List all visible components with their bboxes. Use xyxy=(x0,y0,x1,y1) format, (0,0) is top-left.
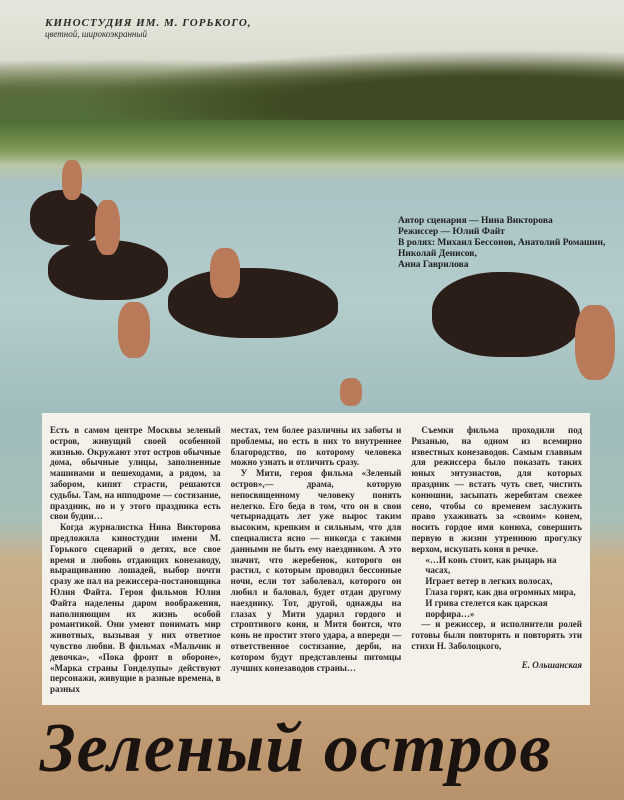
credit-line: Анна Гаврилова xyxy=(398,260,469,270)
horse xyxy=(432,272,580,357)
credit-line: Автор сценария — Нина Викторова xyxy=(398,216,553,226)
paragraph: Когда журналистка Нина Викторова предложила киностудии имени М. Горького сценарий о детях, все свое время и любовь отдающих конезаводу, выращиванию лошадей, выбор почти сразу же пал на режиссера-постановщика Юлия Файта. Героя фильмов Юлия Файта наделены даром воображения, наполняющим их жизнь особой романтикой. Они умеют понимать мир животных, вызывая у них ответное чувство любви. В фильмах «Мальчик и девочка», «Пока фронт в обороне», «Марка страны Гонделупы» действуют персонажи, живущие в разные времена, в разных xyxy=(50,522,221,695)
article-column-3 xyxy=(411,425,582,695)
child-rider xyxy=(95,200,120,255)
tree-line xyxy=(0,40,624,120)
child-rider xyxy=(62,160,82,200)
poem-line: Играет ветер в легких волосах, xyxy=(425,576,553,587)
poem-line: Глаза горят, как два огромных мира, xyxy=(425,586,576,597)
article-area xyxy=(42,413,590,789)
child-swimmer xyxy=(340,378,362,406)
page-title: Зеленый остров xyxy=(40,709,552,787)
author-signature: Е. Ольшанская xyxy=(521,659,582,670)
credit-line: В ролях: Михаил Бессонов, Анатолий Ромашин, Николай Денисов, xyxy=(398,238,606,259)
paragraph: Съемки фильма проходили под Рязанью, на одном из всемирно известных конезаводов. Самым главным для режиссера было показать таких юных энтузиастов, для которых праздник — встать чуть свет, чистить конюшни, засыпать жеребятам свежее сено, чтобы со временем заслужить право ухаживать за «своим» конем, носить гордое имя конюха, совершить первую в жизни утреннюю прогулку верхом, искупать коня в речке. xyxy=(411,425,582,554)
horse xyxy=(30,190,100,245)
credit-line: Режиссер — Юлий Файт xyxy=(398,227,505,237)
article-text-box xyxy=(42,413,590,705)
paragraph: местах, тем более различны их заботы и проблемы, но есть в них то внутреннее благородство, по которому человека можно узнать и отличить сразу. xyxy=(230,425,402,468)
film-credits xyxy=(398,216,610,271)
paragraph: У Мити, героя фильма «Зеленый остров»,— драма, которую непосвященному человеку понять нелегко. Его беда в том, что он в свои четырнадцать лет уже вырос таким высоким, крепким и сильным, что для специалиста ясно — никогда с такими данными не быть ему наездником. А это значит, что жеребенок, которого он растил, с которым проводил бессонные ночи, если тот заболевал, которого он любил и баловал, будет отдан другому наезднику. Тот, другой, однажды на глазах у Мити ударил гордого и строптивого коня, и Митя боится, что конь не простит этого удара, а впереди — ответственное состязание, дерби, на котором будут представлены питомцы лучших конезаводов страны… xyxy=(230,468,402,673)
child-swimmer xyxy=(118,302,150,358)
studio-name: КИНОСТУДИЯ ИМ. М. ГОРЬКОГО, xyxy=(45,17,252,29)
paragraph: Есть в самом центре Москвы зеленый остров, живущий своей особенной жизнью. Окружают этот остров обычные дома, обычные улицы, заполненные машинами и пешеходами, а рядом, за забором, кипят страсти, решаются судьбы. Там, на ипподроме — состязание, праздник, но и у этого праздника есть свои будни… xyxy=(50,425,221,522)
child-rider xyxy=(210,248,240,298)
article-column-2 xyxy=(231,425,402,695)
paragraph: — и режиссер, и исполнители ролей готовы были повторять и повторять эти стихи Н. Заболоцкого, xyxy=(411,619,582,651)
man-in-water xyxy=(575,305,615,380)
horse xyxy=(168,268,338,338)
poem-line: «…И конь стоит, как рыцарь на часах, xyxy=(425,554,557,576)
poem-line: И грива стелется как царская порфира…» xyxy=(425,597,548,619)
article-column-1 xyxy=(50,425,221,695)
header xyxy=(45,17,252,39)
film-format: цветной, широкоэкранный xyxy=(45,29,147,39)
